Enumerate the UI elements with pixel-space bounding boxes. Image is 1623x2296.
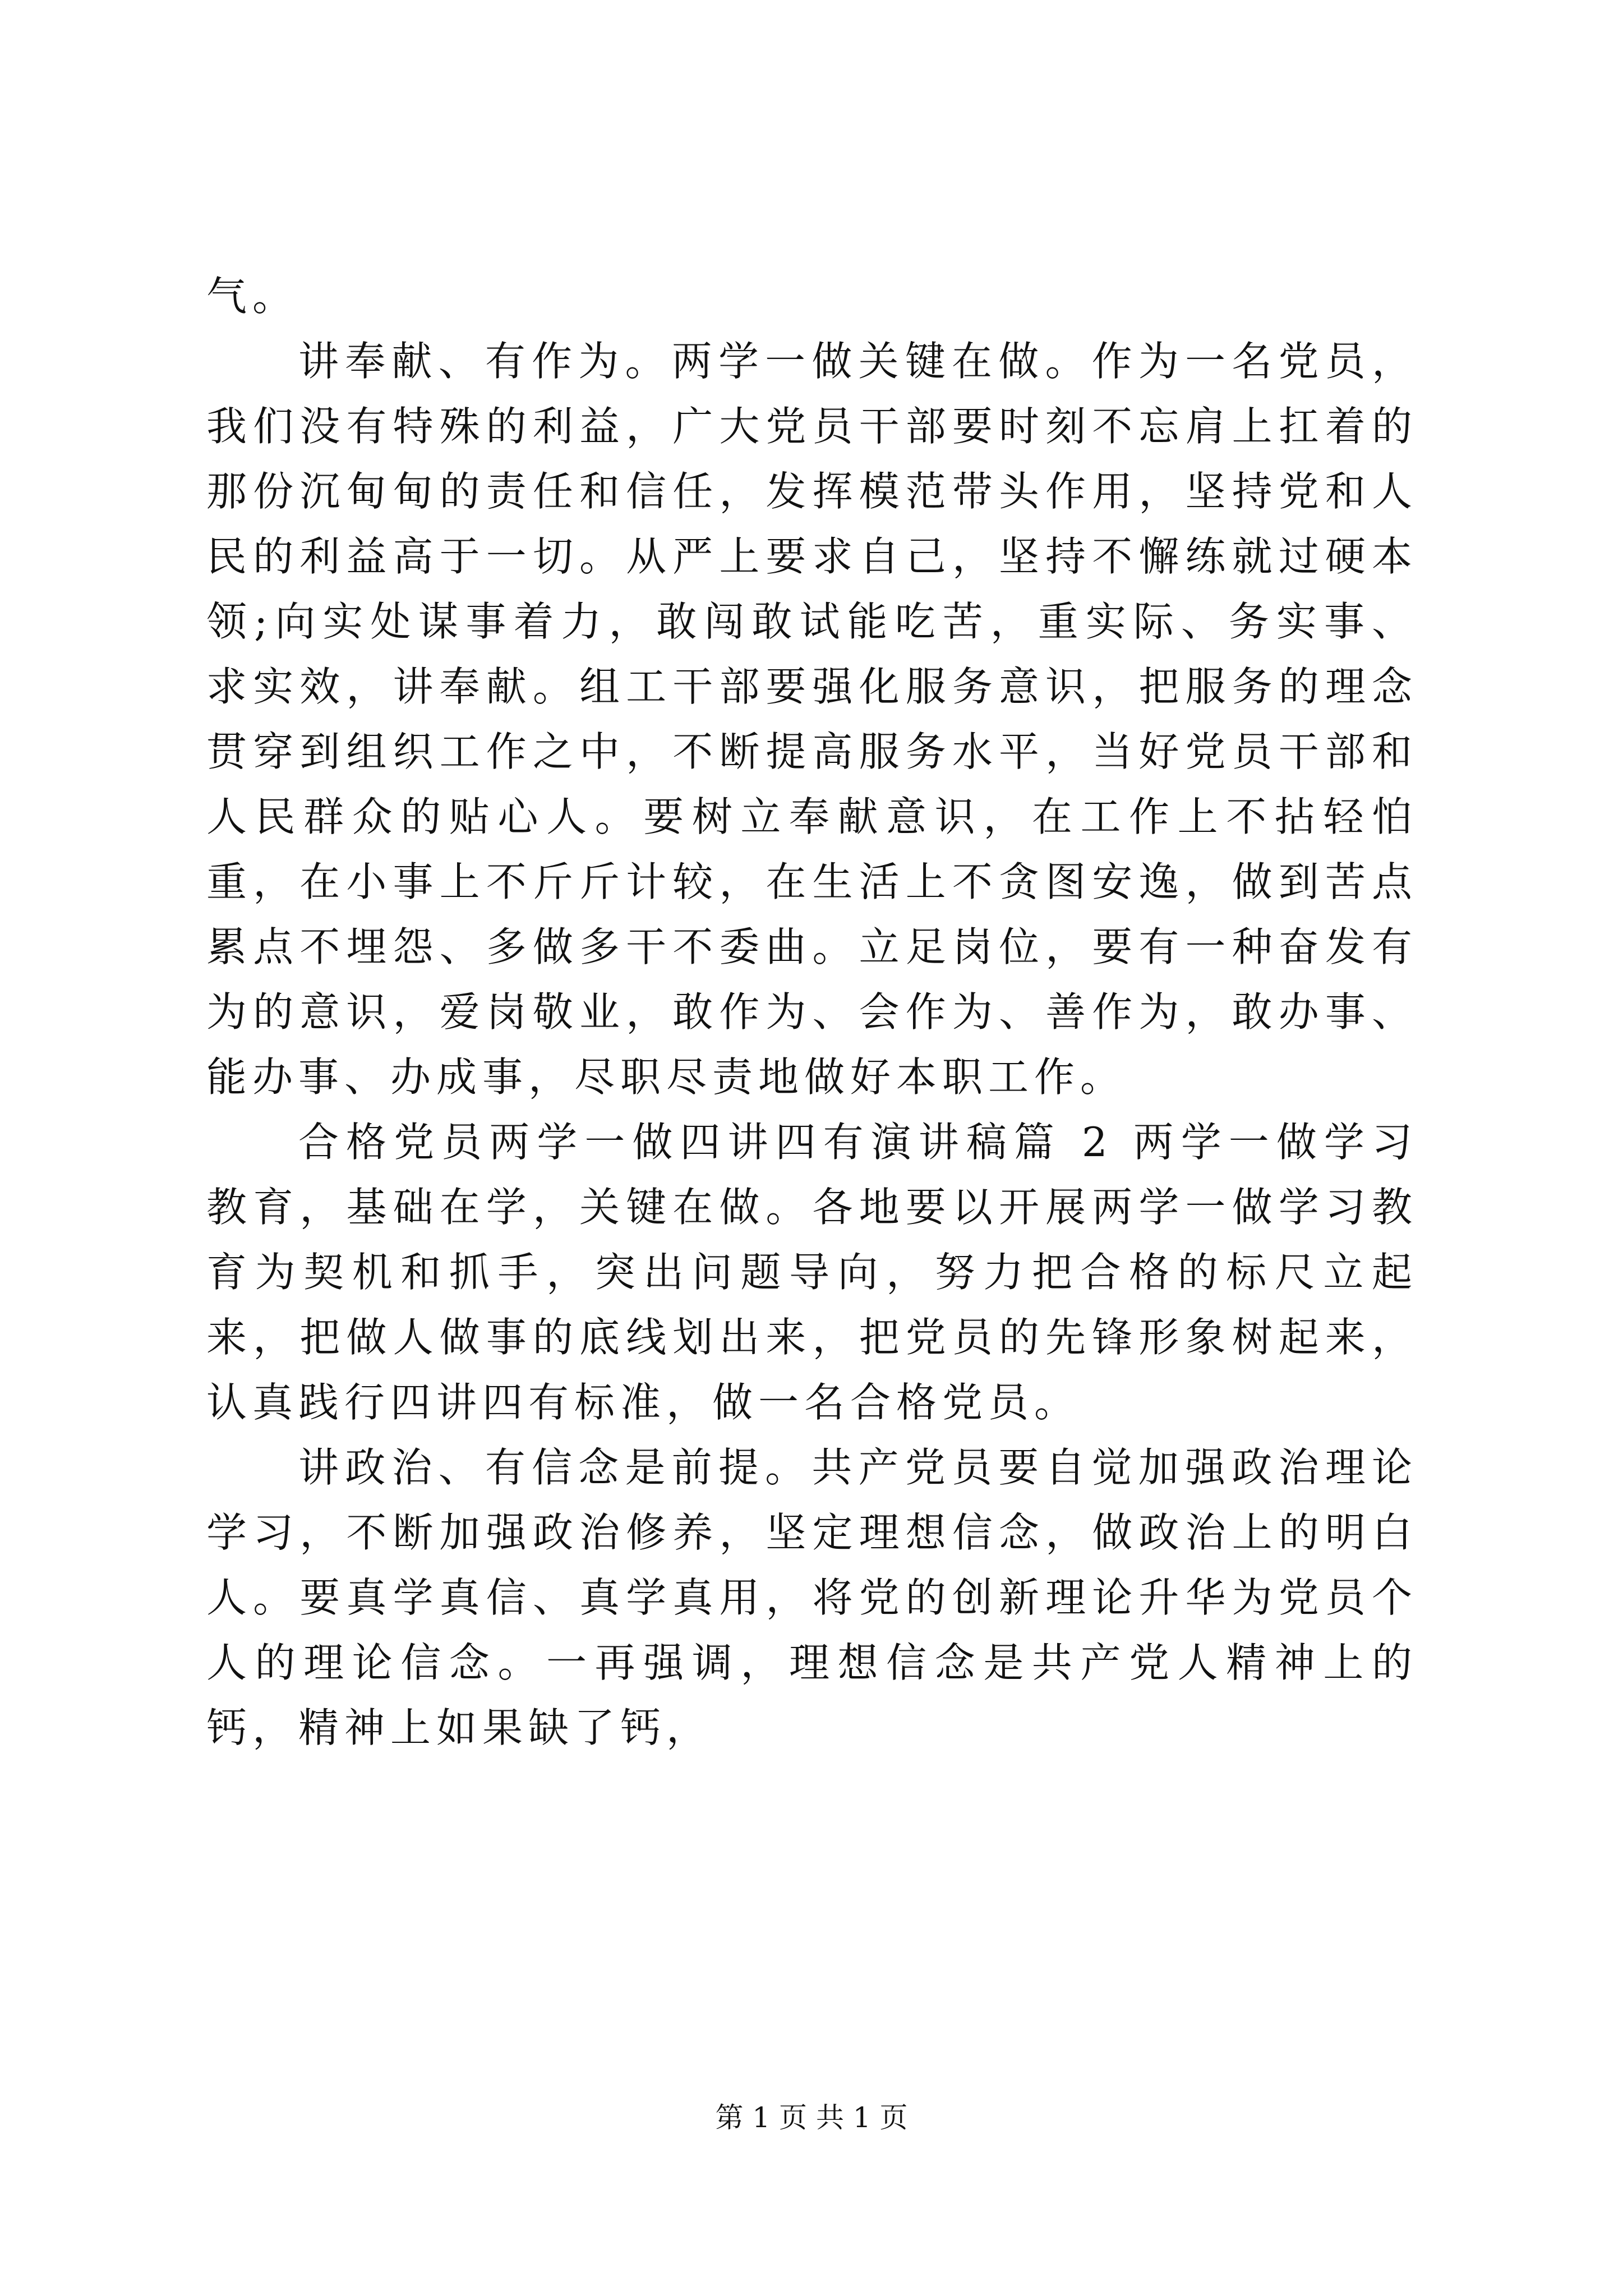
paragraph-speech-intro: 合格党员两学一做四讲四有演讲稿篇 2 两学一做学习教育，基础在学，关键在做。各地要以开展两学一做学习教育为契机和抓手，突出问题导向，努力把合格的标尺立起来，把做人做事的底线划出来，把党员的先锋形象树起来，认真践行四讲四有标准，做一名合格党员。 bbox=[206, 1119, 1418, 1426]
document-body bbox=[206, 264, 1418, 1760]
paragraph-dedication: 讲奉献、有作为。两学一做关键在做。作为一名党员，我们没有特殊的利益，广大党员干部要时刻不忘肩上扛着的那份沉甸甸的责任和信任，发挥模范带头作用，坚持党和人民的利益高于一切。从严上要求自己，坚持不懈练就过硬本领;向实处谋事着力，敢闯敢试能吃苦，重实际、务实事、求实效，讲奉献。组工干部要强化服务意识，把服务的理念贯穿到组织工作之中，不断提高服务水平，当好党员干部和人民群众的贴心人。要树立奉献意识，在工作上不拈轻怕重，在小事上不斤斤计较，在生活上不贪图安逸，做到苦点累点不埋怨、多做多干不委曲。立足岗位，要有一种奋发有为的意识，爱岗敬业，敢作为、会作为、善作为，敢办事、能办事、办成事，尽职尽责地做好本职工作。 bbox=[206, 338, 1418, 1101]
page-footer: 第 1 页 共 1 页 bbox=[715, 2101, 908, 2134]
paragraph-politics-belief: 讲政治、有信念是前提。共产党员要自觉加强政治理论学习，不断加强政治修养，坚定理想信念，做政治上的明白人。要真学真信、真学真用，将党的创新理论升华为党员个人的理论信念。一再强调，理想信念是共产党人精神上的钙，精神上如果缺了钙， bbox=[206, 1444, 1418, 1751]
paragraph-continuation: 气。 bbox=[206, 273, 299, 320]
